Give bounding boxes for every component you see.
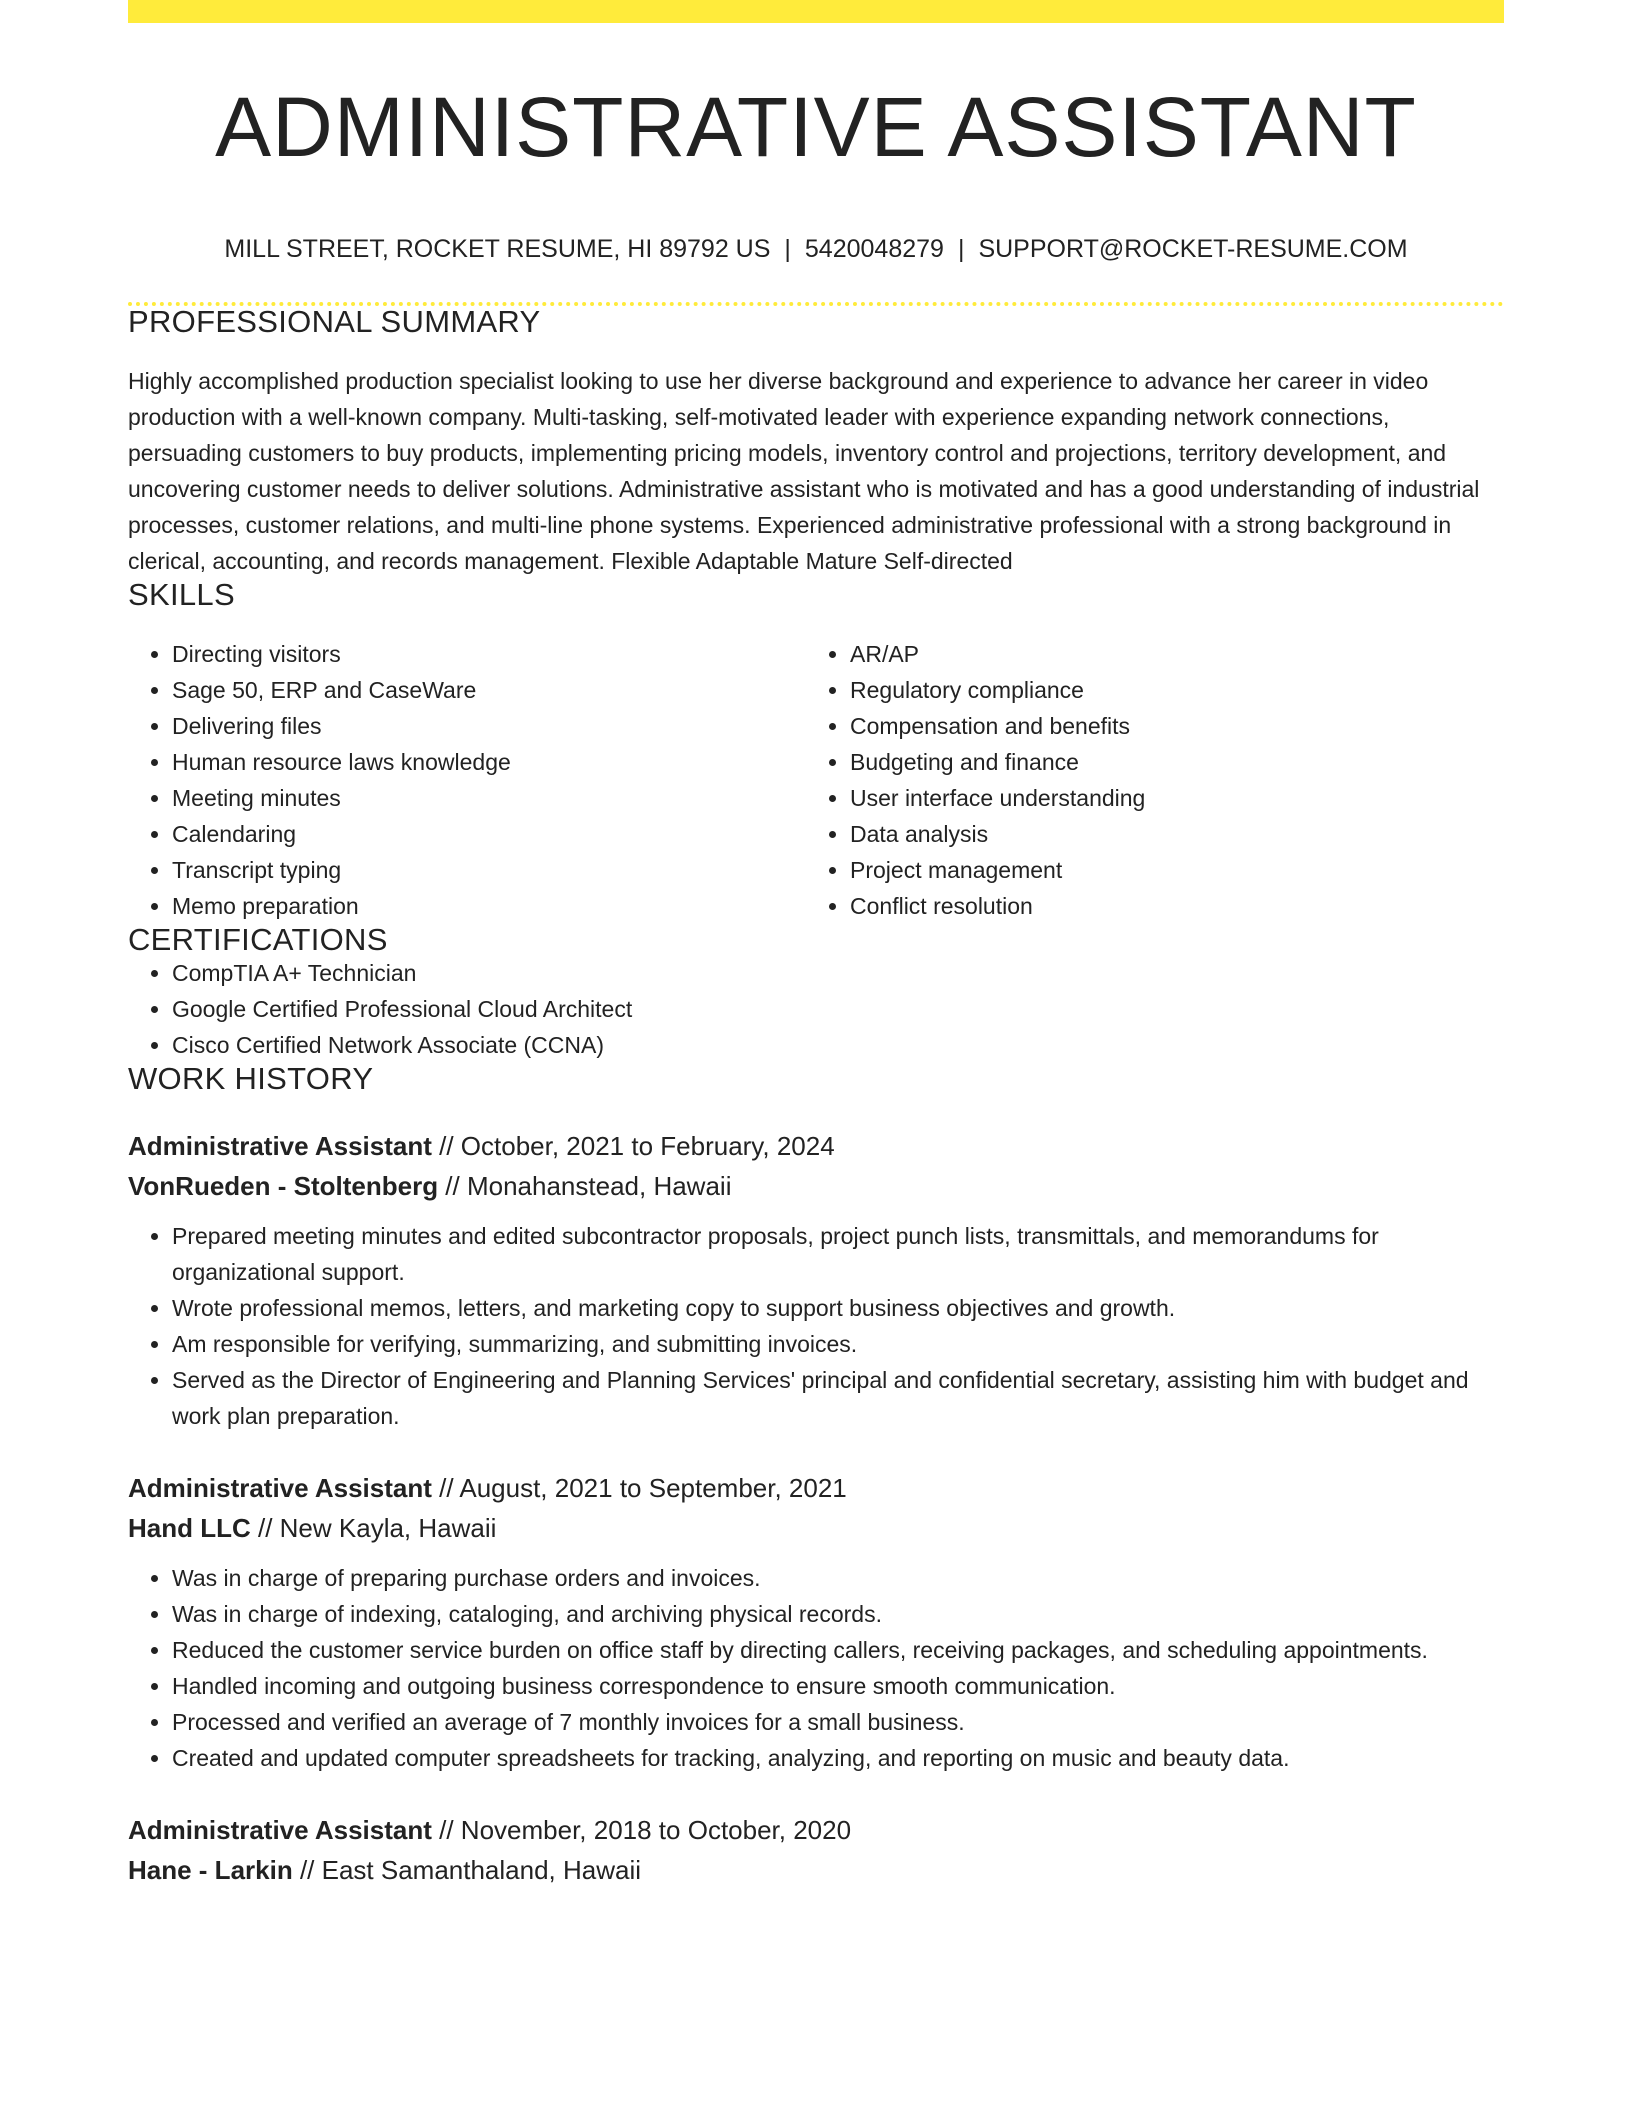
skills-list-right bbox=[806, 636, 1484, 924]
skill-item: • Meeting minutes bbox=[172, 780, 806, 816]
skill-item: • Calendaring bbox=[172, 816, 806, 852]
contact-line bbox=[128, 237, 1504, 262]
summary-text: Highly accomplished production specialist looking to use her diverse background and experience to advance her career in video production with a well-known company. Multi-tasking, self-motivated leader with experience expanding network connections, persuading customers to buy products, implementing pricing models, inventory control and projections, territory development, and uncovering customer needs to deliver solutions. Administrative assistant who is motivated and has a good understanding of industrial processes, customer relations, and multi-line phone systems. Experienced administrative professional with a strong background in clerical, accounting, and records management. Flexible Adaptable Mature Self-directed bbox=[128, 368, 1480, 574]
contact-email: SUPPORT@ROCKET-RESUME.COM bbox=[978, 235, 1408, 263]
job-bullet: • Reduced the customer service burden on office staff by directing callers, receiving packages, and scheduling appointments. bbox=[172, 1632, 1504, 1668]
contact-phone: 5420048279 bbox=[804, 235, 944, 263]
job-dates: // November, 2018 to October, 2020 bbox=[431, 1815, 852, 1845]
resume-page bbox=[128, 0, 1504, 1890]
job-title: Administrative Assistant bbox=[128, 1473, 432, 1503]
contact-separator: | bbox=[784, 235, 791, 263]
contact-address: MILL STREET, ROCKET RESUME, HI 89792 US bbox=[224, 235, 771, 263]
skill-item: • AR/AP bbox=[850, 636, 1484, 672]
skills-heading: SKILLS bbox=[128, 577, 235, 612]
certification-item: • Cisco Certified Network Associate (CCNA) bbox=[172, 1027, 1504, 1063]
job-company-line bbox=[128, 1166, 1504, 1206]
job-bullet: • Was in charge of preparing purchase orders and invoices. bbox=[172, 1560, 1504, 1596]
job-company-line bbox=[128, 1508, 1504, 1548]
skills-column-left bbox=[128, 636, 806, 924]
certifications-heading: CERTIFICATIONS bbox=[128, 922, 388, 957]
job-bullet: • Was in charge of indexing, cataloging, and archiving physical records. bbox=[172, 1596, 1504, 1632]
job-bullet: • Served as the Director of Engineering and Planning Services' principal and confidential secretary, assisting him with budget and work plan preparation. bbox=[172, 1362, 1504, 1434]
job-bullet: • Wrote professional memos, letters, and marketing copy to support business objectives and growth. bbox=[172, 1290, 1504, 1326]
job-entry bbox=[128, 1810, 1504, 1890]
job-company: VonRueden - Stoltenberg bbox=[128, 1171, 439, 1201]
skill-item: • Directing visitors bbox=[172, 636, 806, 672]
skill-item: • User interface understanding bbox=[850, 780, 1484, 816]
resume-name: ADMINISTRATIVE ASSISTANT bbox=[215, 80, 1417, 174]
job-location: // East Samanthaland, Hawaii bbox=[292, 1855, 642, 1885]
job-entry bbox=[128, 1468, 1504, 1776]
job-company: Hane - Larkin bbox=[128, 1855, 293, 1885]
job-dates: // August, 2021 to September, 2021 bbox=[431, 1473, 847, 1503]
certification-item: • CompTIA A+ Technician bbox=[172, 955, 1504, 991]
skill-item: • Memo preparation bbox=[172, 888, 806, 924]
job-title: Administrative Assistant bbox=[128, 1131, 432, 1161]
job-location: // Monahanstead, Hawaii bbox=[438, 1171, 732, 1201]
job-bullets bbox=[128, 1560, 1504, 1776]
certification-item: • Google Certified Professional Cloud Architect bbox=[172, 991, 1504, 1027]
job-location: // New Kayla, Hawaii bbox=[250, 1513, 497, 1543]
job-bullet: • Created and updated computer spreadsheets for tracking, analyzing, and reporting on music and beauty data. bbox=[172, 1740, 1504, 1776]
skill-item: • Delivering files bbox=[172, 708, 806, 744]
job-title-line bbox=[128, 1468, 1504, 1508]
job-company-line bbox=[128, 1850, 1504, 1890]
skills-list-left bbox=[128, 636, 806, 924]
skill-item: • Human resource laws knowledge bbox=[172, 744, 806, 780]
skill-item: • Transcript typing bbox=[172, 852, 806, 888]
job-bullet: • Am responsible for verifying, summarizing, and submitting invoices. bbox=[172, 1326, 1504, 1362]
skill-item: • Budgeting and finance bbox=[850, 744, 1484, 780]
job-title-line bbox=[128, 1126, 1504, 1166]
accent-top-bar bbox=[128, 0, 1504, 23]
skill-item: • Compensation and benefits bbox=[850, 708, 1484, 744]
summary-heading: PROFESSIONAL SUMMARY bbox=[128, 304, 541, 339]
skill-item: • Data analysis bbox=[850, 816, 1484, 852]
certifications-list bbox=[128, 955, 1504, 1063]
skill-item: • Conflict resolution bbox=[850, 888, 1484, 924]
job-title-line bbox=[128, 1810, 1504, 1850]
job-bullet: • Prepared meeting minutes and edited subcontractor proposals, project punch lists, transmittals, and memorandums for organizational support. bbox=[172, 1218, 1504, 1290]
job-dates: // October, 2021 to February, 2024 bbox=[431, 1131, 835, 1161]
job-bullet: • Processed and verified an average of 7 monthly invoices for a small business. bbox=[172, 1704, 1504, 1740]
job-bullets bbox=[128, 1218, 1504, 1434]
skill-item: • Regulatory compliance bbox=[850, 672, 1484, 708]
job-title: Administrative Assistant bbox=[128, 1815, 432, 1845]
contact-separator: | bbox=[957, 235, 965, 263]
job-company: Hand LLC bbox=[128, 1513, 251, 1543]
job-entry bbox=[128, 1126, 1504, 1434]
job-bullet: • Handled incoming and outgoing business correspondence to ensure smooth communication. bbox=[172, 1668, 1504, 1704]
work-history-heading: WORK HISTORY bbox=[128, 1061, 374, 1096]
skill-item: • Project management bbox=[850, 852, 1484, 888]
skills-column-right bbox=[806, 636, 1484, 924]
skill-item: • Sage 50, ERP and CaseWare bbox=[172, 672, 806, 708]
skills-grid bbox=[128, 636, 1504, 924]
